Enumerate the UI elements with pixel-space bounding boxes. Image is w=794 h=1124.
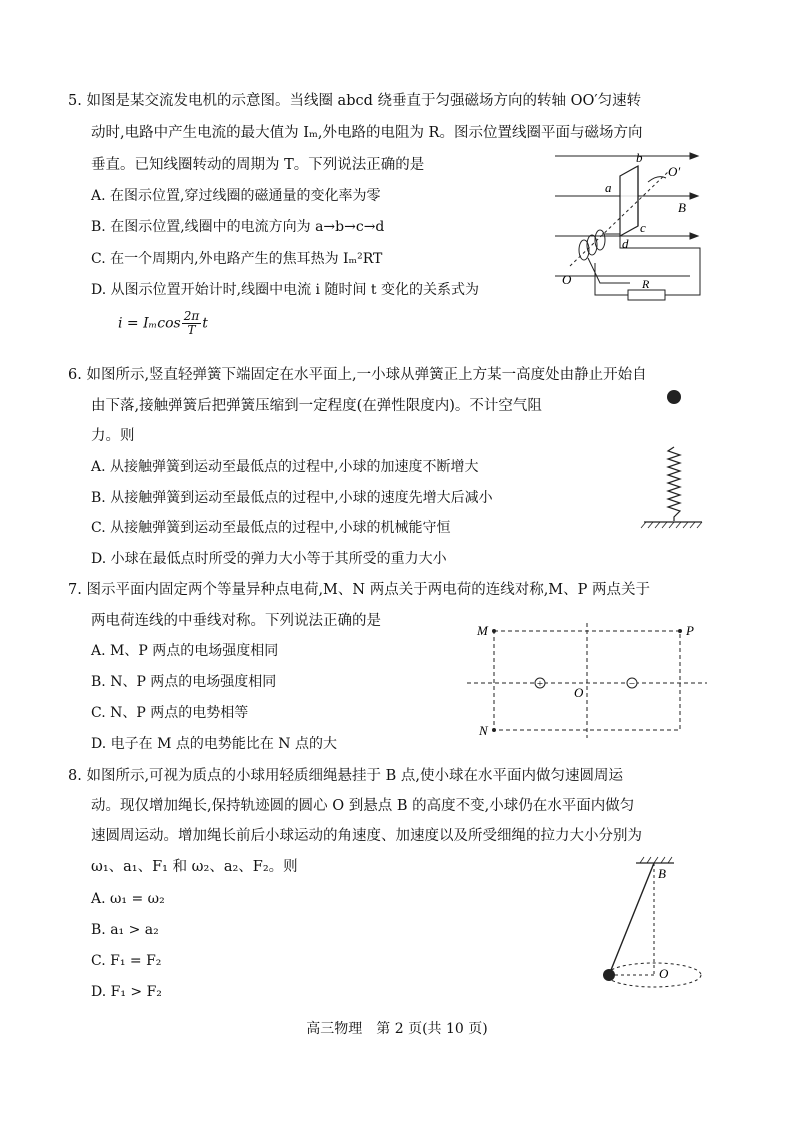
label-c: c — [640, 220, 646, 235]
q5-formula-fraction — [182, 310, 202, 337]
q7-charges-figure — [462, 618, 712, 743]
q8-option-d: D. F₁ > F₂ — [91, 984, 162, 1000]
ceiling-hatch — [640, 857, 672, 863]
label-M: M — [477, 623, 488, 638]
q6-option-a: A. 从接触弹簧到运动至最低点的过程中,小球的加速度不断增大 — [91, 459, 479, 475]
label-O: O — [659, 966, 669, 981]
label-B: B — [678, 200, 686, 215]
label-R: R — [642, 277, 650, 291]
q6-spring-figure — [636, 385, 706, 535]
q5-option-d: D. 从图示位置开始计时,线圈中电流 i 随时间 t 变化的关系式为 — [91, 282, 479, 298]
spring — [668, 447, 680, 521]
q5-formula-lhs: i = Iₘcos — [118, 315, 181, 332]
ball — [667, 390, 681, 404]
q8-option-c: C. F₁ = F₂ — [91, 953, 162, 969]
label-P: P — [686, 623, 694, 638]
q6-stem-line-3: 力。则 — [91, 428, 135, 444]
string — [609, 863, 654, 975]
label-a: a — [605, 180, 612, 195]
dashed-lines — [467, 623, 707, 738]
q6-stem-line-1: 6. 如图所示,竖直轻弹簧下端固定在水平面上,一小球从弹簧正上方某一高度处由静止开始自 — [68, 367, 647, 383]
q7-option-c: C. N、P 两点的电势相等 — [91, 705, 249, 721]
rotation-arrow — [648, 177, 666, 182]
q7-option-b: B. N、P 两点的电场强度相同 — [91, 674, 277, 690]
q5-option-c: C. 在一个周期内,外电路产生的焦耳热为 Iₘ²RT — [91, 251, 383, 267]
q5-option-a: A. 在图示位置,穿过线圈的磁通量的变化率为零 — [91, 188, 381, 204]
q7-option-d: D. 电子在 M 点的电势能比在 N 点的大 — [91, 736, 338, 752]
q6-option-c: C. 从接触弹簧到运动至最低点的过程中,小球的机械能守恒 — [91, 520, 451, 536]
q7-stem-line-1: 7. 图示平面内固定两个等量异种点电荷,M、N 两点关于两电荷的连线对称,M、P 两点关于 — [68, 582, 651, 598]
q5-formula-den: T — [187, 323, 196, 337]
label-b: b — [636, 150, 643, 165]
q8-stem-line-2: 动。现仅增加绳长,保持轨迹圆的圆心 O 到悬点 B 的高度不变,小球仍在水平面内做匀 — [91, 798, 635, 814]
label-O: O — [562, 272, 572, 287]
q6-option-b: B. 从接触弹簧到运动至最低点的过程中,小球的速度先增大后减小 — [91, 490, 493, 506]
q8-option-a: A. ω₁ = ω₂ — [91, 891, 165, 907]
q7-option-a: A. M、P 两点的电场强度相同 — [91, 643, 279, 659]
plus-sign: + — [536, 678, 544, 690]
q5-formula — [118, 310, 208, 337]
q8-stem-line-1: 8. 如图所示,可视为质点的小球用轻质细绳悬挂于 B 点,使小球在水平面内做匀速圆周运 — [68, 768, 624, 784]
q8-stem-line-3: 速圆周运动。增加绳长前后小球运动的角速度、加速度以及所受细绳的拉力大小分别为 — [91, 828, 642, 844]
label-O-prime: O′ — [668, 164, 681, 179]
label-N: N — [479, 723, 488, 738]
q5-formula-var: t — [202, 315, 208, 332]
label-d: d — [622, 236, 629, 251]
q5-stem-line-2: 动时,电路中产生电流的最大值为 Iₘ,外电路的电阻为 R。图示位置线圈平面与磁场方向 — [91, 125, 643, 141]
q5-formula-num: 2π — [183, 309, 200, 323]
q5-option-b: B. 在图示位置,线圈中的电流方向为 a→b→c→d — [91, 219, 385, 235]
q5-stem-line-1: 5. 如图是某交流发电机的示意图。当线圈 abcd 绕垂直于匀强磁场方向的转轴 OO′匀速转 — [68, 93, 642, 109]
q5-stem-line-3: 垂直。已知线圈转动的周期为 T。下列说法正确的是 — [91, 157, 425, 173]
q8-pendulum-figure — [596, 855, 716, 1005]
label-B: B — [658, 866, 666, 881]
q5-generator-figure — [540, 148, 710, 303]
point-P — [678, 629, 682, 633]
point-N — [492, 728, 496, 732]
ground-hatch — [641, 522, 702, 528]
ball — [603, 969, 615, 981]
label-O: O — [574, 685, 584, 700]
q7-stem-line-2: 两电荷连线的中垂线对称。下列说法正确的是 — [91, 613, 381, 629]
point-M — [492, 629, 496, 633]
q6-option-d: D. 小球在最低点时所受的弹力大小等于其所受的重力大小 — [91, 551, 447, 567]
coil — [620, 166, 638, 236]
page-footer: 高三物理 第 2 页(共 10 页) — [306, 1021, 488, 1037]
q8-option-b: B. a₁ > a₂ — [91, 922, 159, 938]
q8-stem-line-4: ω₁、a₁、F₁ 和 ω₂、a₂、F₂。则 — [91, 859, 298, 875]
q6-stem-line-2: 由下落,接触弹簧后把弹簧压缩到一定程度(在弹性限度内)。不计空气阻 — [91, 398, 542, 414]
minus-sign: − — [628, 678, 636, 690]
